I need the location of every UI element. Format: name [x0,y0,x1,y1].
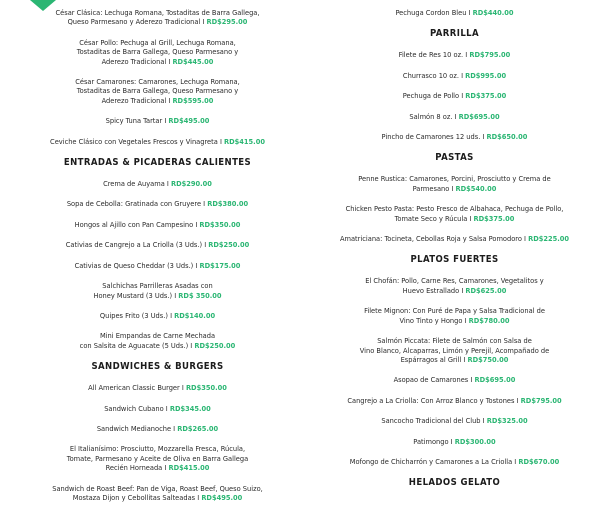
menu-item [20,199,295,208]
menu-item-description: Sandwich Medianoche I RD$265.00 [96,423,219,433]
menu-item-description: Queso Parmesano y Aderezo Tradicional I RD$295.00 [67,17,248,27]
menu-item [20,38,295,66]
menu-item [312,91,597,100]
price-separator: I [217,136,225,146]
menu-item-price: RD$345.00 [169,403,211,413]
price-separator: I [466,8,473,17]
menu-item-description: Recién Horneada I RD$415.00 [105,463,210,473]
menu-item-description: Hongos al Ajillo con Pan Campesino I RD$350.00 [74,219,241,229]
menu-item-description: Amatriciana: Tocineta, Cebollas Roja y Salsa Pomodoro I RD$225.00 [339,234,570,244]
heading-pastas: PASTAS [435,152,474,164]
heading-parrilla: PARRILLA [429,28,480,40]
menu-item-description: Cativias de Queso Cheddar (3 Uds.) I RD$175.00 [74,260,241,270]
menu-item [312,375,597,384]
menu-item-price: RD$540.00 [455,183,497,193]
price-separator: I [193,219,200,229]
menu-item [20,424,295,433]
menu-item-description: Aderezo Tradicional I RD$595.00 [101,95,214,105]
menu-column-left [20,8,295,513]
menu-item [20,179,295,188]
menu-item [312,336,597,364]
price-separator: I [468,375,475,385]
menu-item-description: Cativias de Cangrejo a La Criolla (3 Uds.) I RD$250.00 [65,240,250,250]
price-separator: I [521,234,529,244]
menu-item-price: RD$795.00 [469,50,511,60]
menu-item [312,112,597,121]
menu-item-description: Espárragos al Grill I RD$750.00 [400,354,509,364]
menu-item-description: Ceviche Clásico con Vegetales Frescos y Vinagreta I RD$415.00 [50,136,265,146]
menu-item-price: RD$750.00 [467,354,509,364]
price-separator: I [166,95,173,105]
price-separator: I [162,463,169,473]
menu-item-description: Mostaza Dijon y Cebollitas Salteadas I RD$495.00 [72,492,243,502]
menu-item-description: Cangrejo a La Criolla: Con Arroz Blanco y Tostones I RD$795.00 [347,395,562,405]
menu-item [312,396,597,405]
price-separator: I [163,403,170,413]
price-separator: I [172,290,179,300]
menu-item [20,261,295,270]
menu-item [312,71,597,80]
menu-item-price: RD$495.00 [168,116,210,126]
menu-item-description: Pincho de Camarones 12 uds. I RD$650.00 [381,132,528,142]
menu-item-price: RD$495.00 [201,492,243,502]
menu-item [20,77,295,105]
menu-item-price: RD$650.00 [486,132,528,142]
menu-item-description: Sandwich Cubano I RD$345.00 [104,403,211,413]
menu-item-price: RD$440.00 [472,8,514,17]
menu-item [20,383,295,392]
price-separator: I [171,423,178,433]
parrilla-list [312,50,597,141]
price-separator: I [461,354,468,364]
price-separator: I [195,492,202,502]
price-separator: I [514,395,521,405]
menu-item-description: Crema de Auyama I RD$290.00 [103,179,212,189]
price-separator: I [188,340,195,350]
menu-item-description: El Chofán: Pollo, Carne Res, Camarones, Vegetalitos y [365,276,544,286]
menu-item-description: Huevo Estrallado I RD$625.00 [402,285,507,295]
menu-item [312,174,597,193]
menu-item-description: Filete de Res 10 oz. I RD$795.00 [398,50,511,60]
menu-item [20,444,295,472]
menu-item [20,311,295,320]
price-separator: I [449,183,456,193]
menu-item [20,220,295,229]
menu-item-price: RD$780.00 [468,315,510,325]
menu-item-price: RD$375.00 [465,91,507,101]
menu-item [20,8,295,27]
menu-column-right [312,8,597,499]
price-separator: I [512,456,519,466]
menu-item-description: Sopa de Cebolla: Gratinada con Gruyere I RD$380.00 [66,199,249,209]
menu-item-description: Penne Rustica: Camarones, Porcini, Prosciutto y Crema de [358,174,551,184]
menu-item-price: RD$350.00 [199,219,241,229]
price-separator: I [448,436,455,446]
heading-sandwiches: SANDWICHES & BURGERS [91,361,224,373]
menu-item-price: RD$625.00 [465,285,507,295]
menu-item-description: Sandwich de Roast Beef: Pan de Viga, Roast Beef, Queso Suizo, [52,483,263,493]
menu-item-description: Asopao de Camarones I RD$695.00 [393,375,516,385]
menu-item-description: Salchichas Parrilleras Asadas con [102,281,213,291]
menu-item-description: Churrasco 10 oz. I RD$995.00 [402,70,507,80]
menu-item [20,484,295,503]
menu-item-description: Aderezo Tradicional I RD$445.00 [101,56,214,66]
price-separator: I [480,132,487,142]
price-separator: I [463,50,470,60]
menu-item-description: Vino Blanco, Alcaparras, Limón y Perejil, Acompañado de [359,345,550,355]
menu-item-description: Chicken Pesto Pasta: Pesto Fresco de Albahaca, Pechuga de Pollo, [345,204,564,214]
menu-item-description: César Clásica: Lechuga Romana, Tostaditas de Barra Gallega, [55,8,260,17]
menu-item [312,132,597,141]
price-separator: I [201,199,208,209]
menu-item-description: Salmón 8 oz. I RD$695.00 [409,111,500,121]
menu-item-price: RD$375.00 [473,213,515,223]
menu-item-price: RD$415.00 [168,463,210,473]
menu-item-price: RD$ 350.00 [178,290,222,300]
menu-item-price: RD$325.00 [486,416,528,426]
price-separator: I [459,91,466,101]
menu-item-price: RD$250.00 [208,240,250,250]
menu-item-description: Mini Empandas de Carne Mechada [99,331,216,341]
price-separator: I [167,310,175,320]
entradas-list [20,179,295,350]
menu-item-price: RD$695.00 [474,375,516,385]
menu-item-price: RD$445.00 [172,56,214,66]
menu-item-description: Spicy Tuna Tartar I RD$495.00 [105,116,210,126]
aves-list [312,8,597,17]
menu-item-price: RD$250.00 [194,340,236,350]
menu-item-description: Tostaditas de Barra Gallega, Queso Parmesano y [76,47,239,57]
menu-item [312,276,597,295]
menu-item-description: César Camarones: Camarones, Lechuga Romana, [75,77,240,87]
menu-item-description: Salmón Piccata: Filete de Salmón con Salsa de [377,336,532,346]
menu-item-description: Filete Mignon: Con Puré de Papa y Salsa Tradicional de [364,306,545,316]
menu-item-description: Pechuga de Pollo I RD$375.00 [402,91,507,101]
menu-item-description: All American Classic Burger I RD$350.00 [88,383,227,393]
menu-item [312,234,597,243]
price-separator: I [193,260,200,270]
price-separator: I [458,70,466,80]
ensaladas-list [20,8,295,146]
menu-item-price: RD$670.00 [518,456,560,466]
menu-item-price: RD$295.00 [206,17,248,27]
menu-item-description: Tomate, Parmesano y Aceite de Oliva en Barra Gallega [66,453,249,463]
menu-item [312,437,597,446]
menu-item [312,8,597,17]
menu-item-description: Quipes Frito (3 Uds.) I RD$140.00 [99,310,216,320]
menu-item-description: Mofongo de Chicharrón y Camarones a La Criolla I RD$670.00 [349,456,560,466]
price-separator: I [459,285,466,295]
price-separator: I [462,315,469,325]
price-separator: I [179,383,186,393]
menu-item-price: RD$795.00 [520,395,562,405]
heading-helados: HELADOS GELATO [408,477,501,489]
menu-item-description: Patimongo I RD$300.00 [413,436,496,446]
sandwiches-list [20,383,295,502]
menu-item [312,50,597,59]
menu-item-description: Vino Tinto y Hongo I RD$780.00 [399,315,510,325]
menu-item [312,204,597,223]
price-separator: I [467,213,474,223]
menu-item-description: Pechuga Cordon Bleu I RD$440.00 [395,8,514,17]
menu-item-description: Parmesano I RD$540.00 [412,183,497,193]
pastas-list [312,174,597,243]
menu-item-price: RD$350.00 [185,383,227,393]
menu-item [20,281,295,300]
price-separator: I [480,416,487,426]
menu-item [20,137,295,146]
menu-item-price: RD$175.00 [199,260,241,270]
price-separator: I [164,179,171,189]
menu-item-price: RD$265.00 [177,423,219,433]
heading-entradas: ENTRADAS & PICADERAS CALIENTES [63,157,252,169]
menu-item-description: César Pollo: Pechuga al Grill, Lechuga Romana, [79,37,236,47]
menu-item-price: RD$695.00 [458,111,500,121]
price-separator: I [452,111,459,121]
menu-item-description: Sancocho Tradicional del Club I RD$325.00 [381,416,528,426]
menu-item [20,240,295,249]
menu-item-price: RD$290.00 [170,179,212,189]
menu-item-price: RD$595.00 [172,95,214,105]
menu-item-price: RD$225.00 [528,234,570,244]
menu-item [20,404,295,413]
menu-item [20,116,295,125]
price-separator: I [162,116,169,126]
heading-platos-fuertes: PLATOS FUERTES [410,254,499,266]
price-separator: I [200,17,207,27]
menu-item-price: RD$415.00 [224,136,265,146]
menu-item-price: RD$300.00 [454,436,496,446]
menu-item-description: Tomate Seco y Rúcula I RD$375.00 [394,213,515,223]
menu-item [312,306,597,325]
platos-list [312,276,597,466]
menu-item-price: RD$995.00 [465,70,507,80]
menu-item [20,331,295,350]
menu-item-price: RD$140.00 [174,310,216,320]
menu-item-price: RD$380.00 [207,199,249,209]
price-separator: I [166,56,173,66]
menu-item-description: El Italianísimo: Prosciutto, Mozzarella Fresca, Rúcula, [69,444,246,454]
price-separator: I [202,240,209,250]
menu-item-description: Honey Mustard (3 Uds.) I RD$ 350.00 [93,290,222,300]
menu-item [312,416,597,425]
menu-item-description: Tostaditas de Barra Gallega, Queso Parmesano y [76,86,239,96]
menu-item-description: con Salsita de Aguacate (5 Uds.) I RD$250.00 [79,340,236,350]
